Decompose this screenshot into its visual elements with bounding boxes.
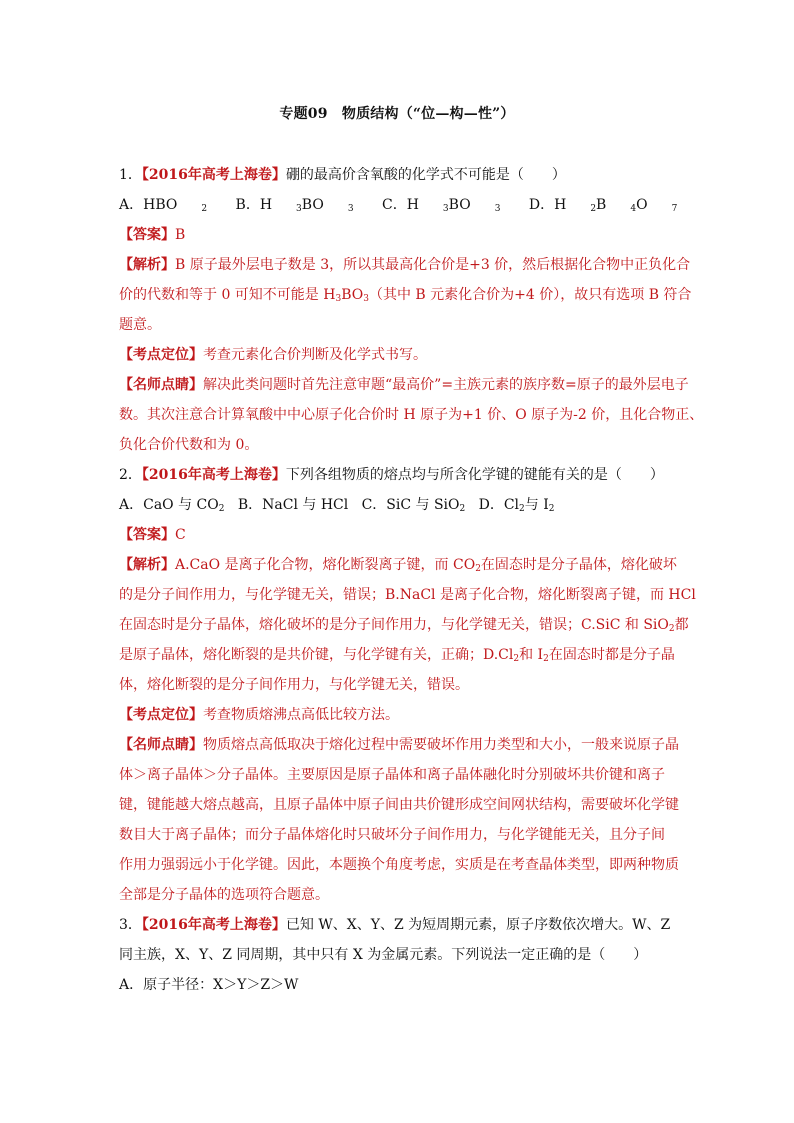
analysis-label: 【解析】 bbox=[119, 557, 175, 573]
point-label: 【考点定位】 bbox=[119, 347, 203, 363]
question-2-point: 【考点定位】考查物质熔沸点高低比较方法。 bbox=[119, 707, 399, 723]
question-text: 硼的最高价含氧酸的化学式不可能是（ ） bbox=[285, 167, 566, 183]
question-1-answer bbox=[119, 220, 679, 250]
question-source: 【2016年高考上海卷】 bbox=[141, 167, 286, 183]
question-number: 1． bbox=[119, 167, 142, 183]
question-2-stem bbox=[119, 460, 679, 490]
point-label: 【考点定位】 bbox=[119, 707, 203, 723]
option-c: C．SiC 与 SiO$_2$ bbox=[361, 497, 466, 514]
answer-label: 【答案】 bbox=[119, 227, 175, 243]
option-d: D．H $_2$B $_4$O $_7$ bbox=[528, 197, 678, 214]
question-1-options bbox=[119, 190, 679, 220]
answer-value: B bbox=[175, 227, 186, 243]
question-2-options bbox=[119, 490, 679, 520]
option-b: B．H $_3$BO $_3$ bbox=[235, 197, 354, 214]
question-2-answer bbox=[119, 520, 679, 550]
question-1-analysis: 【解析】B 原子最外层电子数是 3，所以其最高化合价是+3 价，然后根据化合物中正负化合 价的代数和等于 0 可知不可能是 $H_3BO_3$（其中 B 元素化合价为+4 价），故只有选项 B 符合 题意。 bbox=[119, 257, 692, 333]
question-number: 3． bbox=[119, 917, 142, 933]
option-a: A．CaO 与 $CO_2$ bbox=[119, 497, 225, 514]
option-a: A．HBO $_2$ bbox=[119, 197, 208, 214]
question-2-tip: 【名师点睛】物质熔点高低取决于熔化过程中需要破坏作用力类型和大小，一般来说原子晶 体＞离子晶体＞分子晶体。主要原因是原子晶体和离子晶体融化时分别破坏共价键和离子 键，键能越大熔点越高，且原子晶体中原子间由共价键形成空间网状结构，需要破坏化学键 数目大于离子晶体；而分子晶体熔化时只破坏分子间作用力，与化学键能无关，且分子间 作用力强弱远小于化学键。因此，本题换个角度考虑，实质是在考查晶体类型，即两种物质 全部是分子晶体的选项符合题意。 bbox=[119, 737, 679, 903]
question-1-point: 【考点定位】考查元素化合价判断及化学式书写。 bbox=[119, 347, 427, 363]
tip-label: 【名师点睛】 bbox=[119, 737, 203, 753]
option-d: D．$Cl_2$与 $I_2$ bbox=[478, 497, 555, 514]
answer-label: 【答案】 bbox=[119, 527, 175, 543]
question-source: 【2016年高考上海卷】 bbox=[141, 467, 286, 483]
question-3-stem bbox=[119, 910, 679, 940]
question-1-tip: 【名师点睛】解决此类问题时首先注意审题“最高价”=主族元素的族序数=原子的最外层电子 数。其次注意合计算氧酸中中心原子化合价时 H 原子为+1 价、O 原子为-2 价，且化合物正、 负化合价代数和为 0。 bbox=[119, 377, 704, 453]
option-c: C．H $_3$BO $_3$ bbox=[382, 197, 501, 214]
document-body bbox=[119, 160, 704, 1000]
analysis-label: 【解析】 bbox=[119, 257, 175, 273]
option-b: B．NaCl 与 HCl bbox=[237, 497, 349, 513]
tip-label: 【名师点睛】 bbox=[119, 377, 203, 393]
question-3-option-a: A．原子半径：X＞Y＞Z＞W bbox=[119, 977, 299, 993]
question-source: 【2016年高考上海卷】 bbox=[141, 917, 286, 933]
question-2-analysis: 【解析】A.CaO 是离子化合物，熔化断裂离子键，而 $CO_2$在固态时是分子晶体，熔化破坏 的是分子间作用力，与化学键无关，错误；B.NaCl 是离子化合物，熔化断裂离子键，而 HCl 在固态时是分子晶体，熔化破坏的是分子间作用力，与化学键无关，错误；C.SiC 和 SiO$_2$都 是原子晶体，熔化断裂的是共价键，与化学键有关，正确；$D.Cl_2$和 $I_2$在固态时都是分子晶 体，熔化断裂的是分子间作用力，与化学键无关，错误。 bbox=[119, 557, 696, 693]
answer-value: C bbox=[175, 527, 186, 543]
page-title: 专题09 物质结构（“位—构—性”） bbox=[279, 106, 515, 122]
question-text: 已知 W、X、Y、Z 为短周期元素，原子序数依次增大。W、Z bbox=[285, 917, 671, 933]
question-number: 2． bbox=[119, 467, 142, 483]
question-3-stem-cont: 同主族，X、Y、Z 同周期，其中只有 X 为金属元素。下列说法一定正确的是（ ） bbox=[119, 947, 648, 963]
question-1-stem bbox=[119, 160, 679, 190]
question-text: 下列各组物质的熔点均与所含化学键的键能有关的是（ ） bbox=[285, 467, 664, 483]
